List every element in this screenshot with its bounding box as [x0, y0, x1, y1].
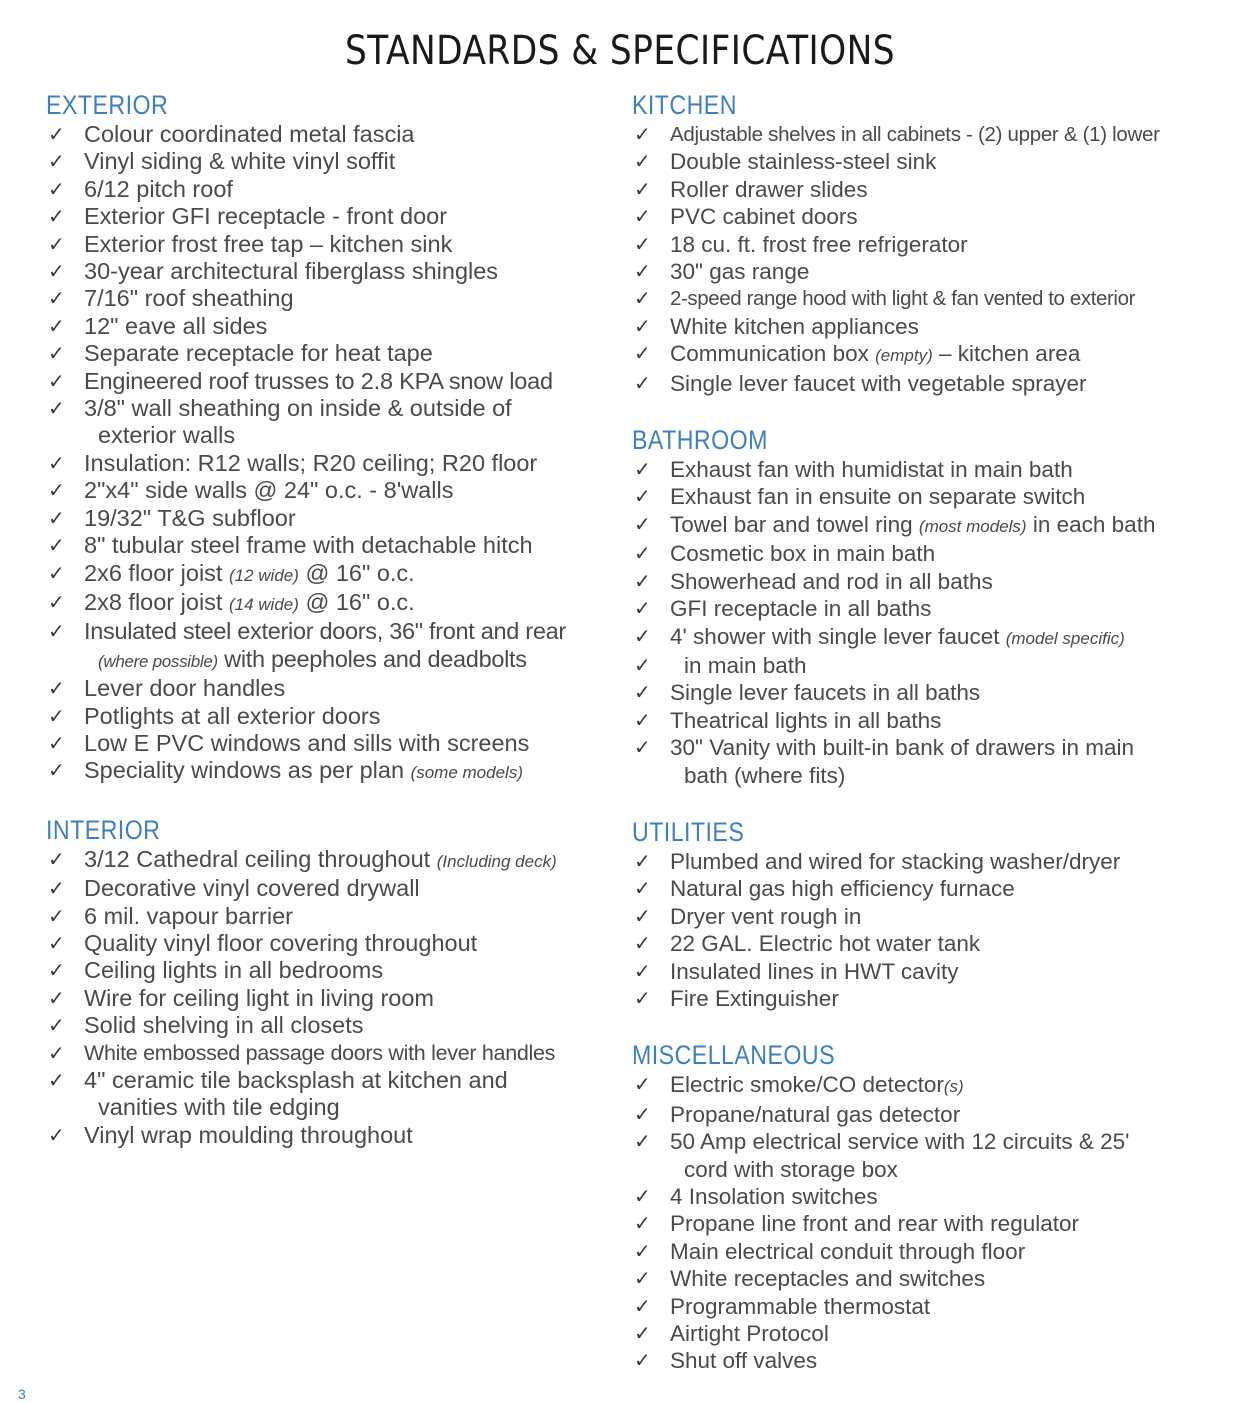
checkmark-icon: ✓: [634, 204, 651, 229]
list-item: ✓ Theatrical lights in all baths: [634, 707, 942, 733]
page-number: 3: [18, 1386, 26, 1402]
checkmark-icon: ✓: [634, 596, 651, 621]
list-item: ✓ Roller drawer slides: [634, 176, 868, 202]
checkmark-icon: ✓: [634, 457, 651, 482]
checkmark-icon: ✓: [634, 541, 651, 566]
list-item: ✓ Airtight Protocol: [634, 1321, 829, 1347]
list-item: ✓ Cosmetic box in main bath: [634, 541, 936, 567]
checkmark-icon: ✓: [48, 341, 65, 366]
checkmark-icon: ✓: [48, 846, 65, 871]
list-item: ✓ 50 Amp electrical service with 12 circuits & 25' cord with storage box: [634, 1129, 1130, 1182]
checkmark-icon: ✓: [48, 368, 65, 393]
list-item: ✓ White kitchen appliances: [634, 313, 919, 339]
checkmark-icon: ✓: [48, 1068, 65, 1092]
list-item: ✓ Insulated steel exterior doors, 36" front and rear (where possible) with peepholes and deadbolts: [48, 618, 566, 672]
list-item: ✓ Low E PVC windows and sills with screens: [48, 729, 530, 756]
list-item: ✓ 12" eave all sides: [48, 312, 268, 339]
list-item: ✓ 7/16" roof sheathing: [48, 285, 294, 312]
list-item: ✓ Single lever faucets in all baths: [634, 680, 981, 706]
list-item: ✓ Showerhead and rod in all baths: [634, 568, 993, 594]
section-heading-bathroom: BATHROOM: [632, 425, 768, 456]
list-item: ✓ Exterior frost free tap – kitchen sink: [48, 230, 453, 257]
list-item: ✓ Engineered roof trusses to 2.8 KPA snow load: [48, 367, 553, 394]
list-item: ✓ 2"x4" side walls @ 24" o.c. - 8'walls: [48, 477, 454, 504]
checkmark-icon: ✓: [48, 286, 65, 311]
list-item: ✓ 4" ceramic tile backsplash at kitchen and vanities with tile edging: [48, 1067, 508, 1121]
bathroom-list: [632, 456, 1222, 789]
checkmark-icon: ✓: [634, 848, 651, 873]
checkmark-icon: ✓: [48, 450, 65, 475]
list-item: ✓ White receptacles and switches: [634, 1266, 986, 1292]
checkmark-icon: ✓: [48, 396, 65, 421]
list-item: ✓ 2x8 floor joist (14 wide) @ 16" o.c.: [48, 588, 415, 615]
checkmark-icon: ✓: [48, 730, 65, 755]
list-item: ✓ Exhaust fan in ensuite on separate switch: [634, 484, 1086, 510]
list-item: ✓ 3/12 Cathedral ceiling throughout (Including deck): [48, 845, 557, 872]
kitchen-list: [632, 121, 1222, 397]
list-item: ✓ Separate receptacle for heat tape: [48, 340, 433, 367]
checkmark-icon: ✓: [48, 122, 65, 146]
interior-list: [46, 846, 621, 1149]
list-item: ✓ 6 mil. vapour barrier: [48, 902, 293, 929]
list-item: ✓ Wire for ceiling light in living room: [48, 984, 435, 1011]
checkmark-icon: ✓: [48, 930, 65, 955]
list-item: ✓ 3/8" wall sheathing on inside & outside of exterior walls: [48, 395, 512, 449]
checkmark-icon: ✓: [634, 341, 651, 366]
list-item: ✓ 8" tubular steel frame with detachable hitch: [48, 532, 533, 559]
list-item: ✓ Speciality windows as per plan (some models): [48, 757, 523, 784]
list-item: ✓ 4' shower with single lever faucet (model specific): [634, 623, 1125, 649]
list-item: ✓ 4 Insolation switches: [634, 1184, 878, 1209]
list-item: ✓ Lever door handles: [48, 675, 286, 702]
list-item: ✓ 18 cu. ft. frost free refrigerator: [634, 231, 968, 257]
list-item: ✓ Electric smoke/CO detector(s): [634, 1072, 964, 1098]
list-item: ✓ 2-speed range hood with light & fan vented to exterior: [632, 285, 1222, 312]
page-title: STANDARDS & SPECIFICATIONS: [344, 28, 896, 74]
section-bathroom: [632, 425, 1222, 789]
list-item: ✓ 30-year architectural fiberglass shingles: [48, 258, 499, 285]
checkmark-icon: ✓: [634, 1348, 651, 1373]
checkmark-icon: ✓: [48, 703, 65, 728]
list-item: ✓ 2x6 floor joist (12 wide) @ 16" o.c.: [48, 559, 415, 586]
list-item: ✓ Natural gas high efficiency furnace: [634, 876, 1015, 902]
checkmark-icon: ✓: [634, 1266, 651, 1291]
list-item: ✓ 30" gas range: [634, 259, 810, 285]
checkmark-icon: ✓: [634, 259, 651, 284]
checkmark-icon: ✓: [634, 623, 651, 648]
checkmark-icon: ✓: [634, 149, 651, 174]
right-column: [632, 90, 1222, 1403]
list-item: ✓ 30" Vanity with built-in bank of drawers in main bath (where fits): [634, 735, 1135, 788]
checkmark-icon: ✓: [48, 876, 65, 901]
checkmark-icon: ✓: [634, 511, 651, 536]
checkmark-icon: ✓: [48, 958, 65, 983]
checkmark-icon: ✓: [48, 478, 65, 503]
checkmark-icon: ✓: [634, 568, 651, 593]
list-item: ✓ PVC cabinet doors: [634, 204, 858, 230]
utilities-list: [632, 848, 1222, 1012]
list-item: ✓ Propane/natural gas detector: [634, 1101, 961, 1127]
checkmark-icon: ✓: [48, 176, 65, 201]
section-heading-kitchen: KITCHEN: [632, 90, 737, 120]
checkmark-icon: ✓: [48, 758, 65, 783]
checkmark-icon: ✓: [634, 1101, 651, 1126]
list-item: ✓ Vinyl wrap moulding throughout: [48, 1121, 413, 1148]
checkmark-icon: ✓: [634, 958, 651, 983]
checkmark-icon: ✓: [634, 231, 651, 256]
list-item: ✓ Ceiling lights in all bedrooms: [48, 957, 384, 984]
list-item: ✓ Insulation: R12 walls; R20 ceiling; R20 floor: [48, 449, 538, 476]
left-column: [46, 90, 621, 1177]
section-heading-miscellaneous: MISCELLANEOUS: [632, 1040, 836, 1071]
list-item: ✓ Decorative vinyl covered drywall: [48, 875, 420, 902]
checkmark-icon: ✓: [48, 313, 65, 338]
checkmark-icon: ✓: [48, 1040, 65, 1065]
checkmark-icon: ✓: [48, 1122, 65, 1147]
list-item: ✓ Potlights at all exterior doors: [48, 702, 381, 729]
checkmark-icon: ✓: [634, 1129, 651, 1154]
checkmark-icon: ✓: [634, 1293, 651, 1318]
checkmark-icon: ✓: [48, 533, 65, 558]
checkmark-icon: ✓: [634, 1238, 651, 1263]
checkmark-icon: ✓: [634, 1211, 651, 1236]
section-interior: [46, 815, 621, 1149]
checkmark-icon: ✓: [48, 259, 65, 284]
checkmark-icon: ✓: [634, 707, 651, 732]
list-item: ✓ Shut off valves: [634, 1348, 818, 1374]
checkmark-icon: ✓: [634, 1184, 651, 1208]
list-item: ✓ Insulated lines in HWT cavity: [634, 958, 959, 984]
list-item: ✓ Quality vinyl floor covering throughout: [48, 929, 478, 956]
checkmark-icon: ✓: [48, 903, 65, 928]
exterior-list: [46, 121, 621, 787]
checkmark-icon: ✓: [634, 1072, 651, 1097]
list-item: ✓ Double stainless-steel sink: [634, 149, 937, 175]
checkmark-icon: ✓: [634, 735, 651, 760]
list-item: ✓ Programmable thermostat: [634, 1293, 931, 1319]
checkmark-icon: ✓: [634, 122, 651, 146]
checkmark-icon: ✓: [634, 985, 651, 1010]
list-item: ✓ Main electrical conduit through floor: [634, 1238, 1026, 1264]
list-item: ✓ Adjustable shelves in all cabinets - (2) upper & (1) lower: [632, 121, 1222, 148]
checkmark-icon: ✓: [48, 505, 65, 530]
checkmark-icon: ✓: [48, 985, 65, 1010]
list-item: ✓ Plumbed and wired for stacking washer/dryer: [634, 848, 1121, 874]
checkmark-icon: ✓: [48, 589, 65, 614]
checkmark-icon: ✓: [48, 1013, 65, 1038]
list-item: ✓ Colour coordinated metal fascia: [48, 121, 415, 147]
checkmark-icon: ✓: [48, 231, 65, 256]
checkmark-icon: ✓: [48, 149, 65, 174]
checkmark-icon: ✓: [634, 652, 651, 677]
list-item: ✓ White embossed passage doors with lever handles: [46, 1040, 621, 1067]
list-item: ✓ 19/32" T&G subfloor: [48, 504, 296, 531]
checkmark-icon: ✓: [634, 313, 651, 338]
list-item: ✓ Single lever faucet with vegetable sprayer: [634, 370, 1087, 396]
list-item: ✓ in main bath: [634, 652, 807, 678]
checkmark-icon: ✓: [634, 176, 651, 201]
checkmark-icon: ✓: [634, 876, 651, 901]
checkmark-icon: ✓: [634, 680, 651, 705]
checkmark-icon: ✓: [634, 903, 651, 928]
checkmark-icon: ✓: [48, 619, 65, 644]
checkmark-icon: ✓: [48, 676, 65, 701]
section-kitchen: [632, 90, 1222, 397]
checkmark-icon: ✓: [634, 931, 651, 956]
checkmark-icon: ✓: [48, 560, 65, 585]
list-item: ✓ Propane line front and rear with regulator: [634, 1211, 1079, 1237]
section-heading-interior: INTERIOR: [46, 814, 161, 845]
list-item: ✓ 6/12 pitch roof: [48, 175, 233, 202]
list-item: ✓ Fire Extinguisher: [634, 985, 839, 1011]
checkmark-icon: ✓: [634, 286, 651, 311]
section-heading-utilities: UTILITIES: [632, 816, 745, 847]
checkmark-icon: ✓: [634, 370, 651, 395]
checkmark-icon: ✓: [48, 204, 65, 229]
list-item: ✓ Dryer vent rough in: [634, 903, 862, 929]
section-utilities: [632, 817, 1222, 1012]
miscellaneous-list: [632, 1071, 1222, 1374]
list-item: ✓ Towel bar and towel ring (most models) in each bath: [634, 511, 1156, 537]
list-item: ✓ 22 GAL. Electric hot water tank: [634, 931, 981, 957]
list-item: ✓ Communication box (empty) – kitchen area: [634, 341, 1081, 367]
section-heading-exterior: EXTERIOR: [46, 90, 169, 120]
section-exterior: [46, 90, 621, 787]
list-item: ✓ Solid shelving in all closets: [48, 1012, 364, 1039]
list-item: ✓ Vinyl siding & white vinyl soffit: [48, 148, 396, 175]
list-item: ✓ GFI receptacle in all baths: [634, 596, 932, 622]
list-item: ✓ Exterior GFI receptacle - front door: [48, 203, 448, 230]
checkmark-icon: ✓: [634, 1321, 651, 1346]
checkmark-icon: ✓: [634, 484, 651, 509]
section-miscellaneous: [632, 1040, 1222, 1374]
list-item: ✓ Exhaust fan with humidistat in main bath: [634, 457, 1073, 483]
